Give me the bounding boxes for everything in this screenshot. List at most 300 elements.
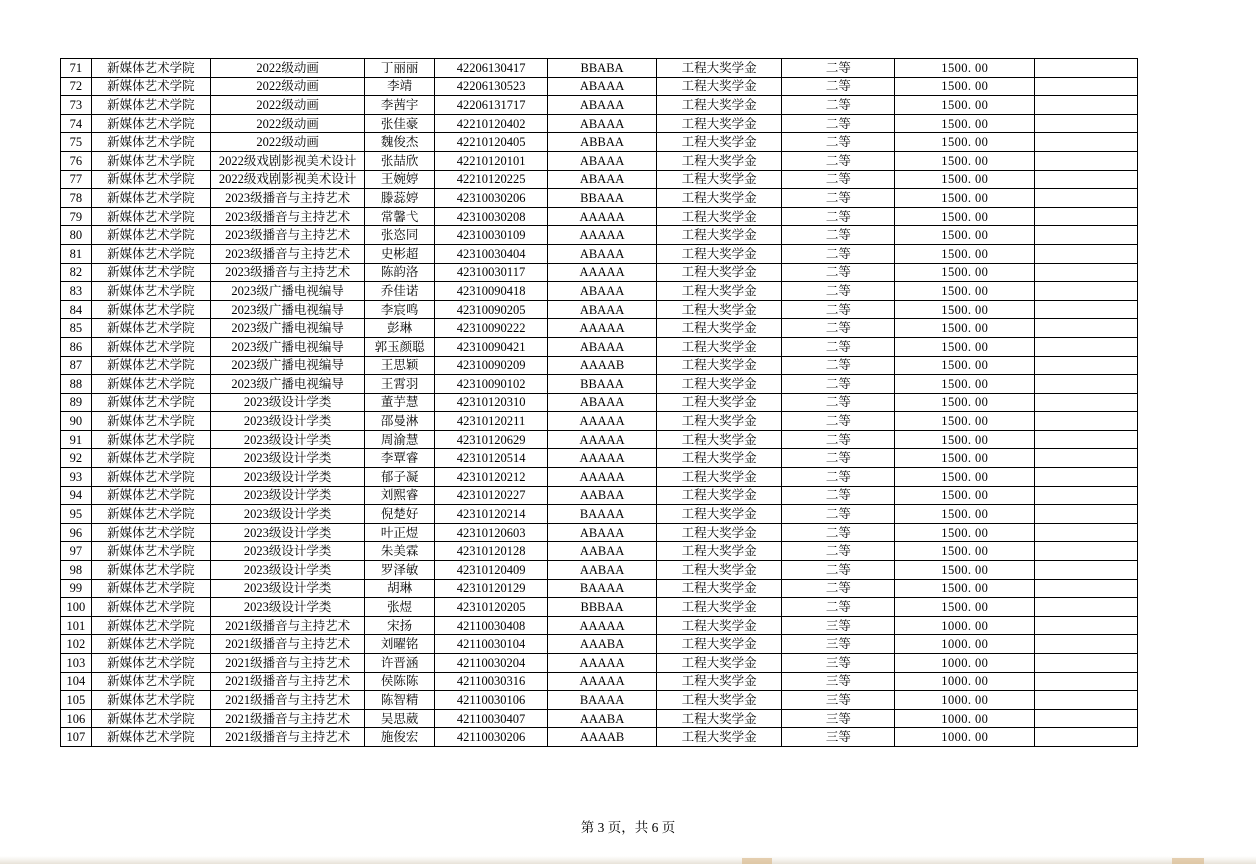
table-row: [61, 244, 1138, 263]
cell-college: 新媒体艺术学院: [91, 654, 210, 673]
cell-student-id: 42310090209: [435, 356, 548, 375]
cell-college: 新媒体艺术学院: [91, 709, 210, 728]
cell-scholarship: 工程大奖学金: [657, 523, 782, 542]
cell-level: 二等: [782, 598, 895, 617]
cell-college: 新媒体艺术学院: [91, 244, 210, 263]
table-row: [61, 300, 1138, 319]
cell-name: 王霄羽: [365, 375, 435, 394]
cell-no: 107: [61, 728, 92, 747]
cell-college: 新媒体艺术学院: [91, 356, 210, 375]
cell-scholarship: 工程大奖学金: [657, 282, 782, 301]
page-footer: 第 3 页，共 6 页: [580, 820, 676, 835]
cell-scholarship: 工程大奖学金: [657, 561, 782, 580]
cell-college: 新媒体艺术学院: [91, 542, 210, 561]
cell-grade: AAABA: [548, 709, 657, 728]
cell-no: 100: [61, 598, 92, 617]
cell-note: [1035, 728, 1138, 747]
cell-grade: AAABA: [548, 635, 657, 654]
cell-no: 87: [61, 356, 92, 375]
cell-class: 2021级播音与主持艺术: [211, 709, 365, 728]
cell-college: 新媒体艺术学院: [91, 114, 210, 133]
cell-student-id: 42310120310: [435, 393, 548, 412]
cell-class: 2023级广播电视编导: [211, 282, 365, 301]
cell-student-id: 42310090222: [435, 319, 548, 338]
cell-amount: 1500. 00: [895, 505, 1035, 524]
cell-grade: ABAAA: [548, 114, 657, 133]
cell-class: 2023级设计学类: [211, 542, 365, 561]
cell-college: 新媒体艺术学院: [91, 282, 210, 301]
cell-amount: 1500. 00: [895, 319, 1035, 338]
cell-student-id: 42310090102: [435, 375, 548, 394]
cell-college: 新媒体艺术学院: [91, 430, 210, 449]
cell-grade: BAAAA: [548, 579, 657, 598]
cell-note: [1035, 207, 1138, 226]
cell-level: 二等: [782, 468, 895, 487]
cell-level: 二等: [782, 542, 895, 561]
cell-note: [1035, 412, 1138, 431]
cell-scholarship: 工程大奖学金: [657, 244, 782, 263]
cell-college: 新媒体艺术学院: [91, 96, 210, 115]
cell-grade: AAAAA: [548, 263, 657, 282]
cell-level: 二等: [782, 375, 895, 394]
cell-level: 二等: [782, 151, 895, 170]
cell-college: 新媒体艺术学院: [91, 691, 210, 710]
cell-note: [1035, 282, 1138, 301]
cell-class: 2021级播音与主持艺术: [211, 728, 365, 747]
cell-amount: 1000. 00: [895, 672, 1035, 691]
cell-note: [1035, 96, 1138, 115]
cell-college: 新媒体艺术学院: [91, 263, 210, 282]
cell-note: [1035, 523, 1138, 542]
cell-grade: AAAAB: [548, 728, 657, 747]
cell-amount: 1500. 00: [895, 114, 1035, 133]
cell-name: 吴思葳: [365, 709, 435, 728]
cell-no: 91: [61, 430, 92, 449]
cell-student-id: 42310120211: [435, 412, 548, 431]
cell-note: [1035, 468, 1138, 487]
cell-scholarship: 工程大奖学金: [657, 77, 782, 96]
cell-student-id: 42110030316: [435, 672, 548, 691]
cell-grade: ABAAA: [548, 337, 657, 356]
cell-note: [1035, 170, 1138, 189]
cell-scholarship: 工程大奖学金: [657, 263, 782, 282]
cell-class: 2023级设计学类: [211, 449, 365, 468]
cell-note: [1035, 486, 1138, 505]
cell-level: 二等: [782, 226, 895, 245]
cell-amount: 1500. 00: [895, 133, 1035, 152]
cell-class: 2023级广播电视编导: [211, 319, 365, 338]
cell-level: 二等: [782, 244, 895, 263]
cell-name: 张煜: [365, 598, 435, 617]
cell-grade: AAAAA: [548, 412, 657, 431]
cell-amount: 1500. 00: [895, 300, 1035, 319]
cell-amount: 1500. 00: [895, 207, 1035, 226]
cell-class: 2023级广播电视编导: [211, 300, 365, 319]
table-row: [61, 616, 1138, 635]
cell-note: [1035, 263, 1138, 282]
cell-class: 2023级设计学类: [211, 393, 365, 412]
cell-amount: 1500. 00: [895, 542, 1035, 561]
cell-no: 82: [61, 263, 92, 282]
cell-name: 邵曼淋: [365, 412, 435, 431]
cell-name: 张佳豪: [365, 114, 435, 133]
cell-amount: 1000. 00: [895, 709, 1035, 728]
cell-amount: 1500. 00: [895, 244, 1035, 263]
table-row: [61, 412, 1138, 431]
cell-level: 三等: [782, 709, 895, 728]
cell-scholarship: 工程大奖学金: [657, 449, 782, 468]
cell-class: 2023级播音与主持艺术: [211, 226, 365, 245]
cell-name: 王婉婷: [365, 170, 435, 189]
cell-grade: ABAAA: [548, 244, 657, 263]
cell-note: [1035, 226, 1138, 245]
cell-no: 95: [61, 505, 92, 524]
cell-name: 许晋涵: [365, 654, 435, 673]
cell-amount: 1500. 00: [895, 523, 1035, 542]
cell-no: 90: [61, 412, 92, 431]
cell-amount: 1500. 00: [895, 561, 1035, 580]
page-edge-shadow: [0, 856, 1256, 864]
table-row: [61, 672, 1138, 691]
cell-name: 宋扬: [365, 616, 435, 635]
cell-student-id: 42110030104: [435, 635, 548, 654]
table-row: [61, 356, 1138, 375]
cell-note: [1035, 319, 1138, 338]
cell-scholarship: 工程大奖学金: [657, 598, 782, 617]
cell-amount: 1500. 00: [895, 189, 1035, 208]
cell-scholarship: 工程大奖学金: [657, 226, 782, 245]
table-row: [61, 598, 1138, 617]
table-row: [61, 523, 1138, 542]
cell-level: 三等: [782, 616, 895, 635]
cell-student-id: 42310120629: [435, 430, 548, 449]
cell-note: [1035, 337, 1138, 356]
cell-college: 新媒体艺术学院: [91, 319, 210, 338]
cell-grade: ABAAA: [548, 96, 657, 115]
table-row: [61, 449, 1138, 468]
cell-amount: 1000. 00: [895, 691, 1035, 710]
cell-name: 王思颖: [365, 356, 435, 375]
cell-college: 新媒体艺术学院: [91, 672, 210, 691]
cell-college: 新媒体艺术学院: [91, 300, 210, 319]
cell-student-id: 42310120514: [435, 449, 548, 468]
cell-scholarship: 工程大奖学金: [657, 728, 782, 747]
cell-class: 2022级动画: [211, 59, 365, 78]
cell-note: [1035, 449, 1138, 468]
cell-level: 二等: [782, 207, 895, 226]
table-row: [61, 282, 1138, 301]
cell-student-id: 42206130417: [435, 59, 548, 78]
cell-scholarship: 工程大奖学金: [657, 356, 782, 375]
cell-scholarship: 工程大奖学金: [657, 133, 782, 152]
cell-name: 朱美霖: [365, 542, 435, 561]
cell-scholarship: 工程大奖学金: [657, 486, 782, 505]
cell-scholarship: 工程大奖学金: [657, 337, 782, 356]
cell-class: 2022级动画: [211, 114, 365, 133]
cell-scholarship: 工程大奖学金: [657, 96, 782, 115]
cell-level: 二等: [782, 523, 895, 542]
cell-student-id: 42210120405: [435, 133, 548, 152]
cell-amount: 1500. 00: [895, 337, 1035, 356]
cell-scholarship: 工程大奖学金: [657, 672, 782, 691]
cell-no: 89: [61, 393, 92, 412]
cell-student-id: 42310030206: [435, 189, 548, 208]
cell-note: [1035, 672, 1138, 691]
cell-amount: 1500. 00: [895, 282, 1035, 301]
cell-no: 76: [61, 151, 92, 170]
cell-amount: 1500. 00: [895, 393, 1035, 412]
cell-no: 93: [61, 468, 92, 487]
cell-student-id: 42310120205: [435, 598, 548, 617]
cell-no: 103: [61, 654, 92, 673]
cell-college: 新媒体艺术学院: [91, 77, 210, 96]
table-body: [61, 59, 1138, 747]
cell-college: 新媒体艺术学院: [91, 486, 210, 505]
cell-note: [1035, 635, 1138, 654]
cell-grade: ABBAA: [548, 133, 657, 152]
cell-no: 106: [61, 709, 92, 728]
table-row: [61, 59, 1138, 78]
cell-level: 二等: [782, 393, 895, 412]
cell-level: 三等: [782, 728, 895, 747]
cell-amount: 1500. 00: [895, 449, 1035, 468]
cell-class: 2021级播音与主持艺术: [211, 616, 365, 635]
table-row: [61, 114, 1138, 133]
cell-note: [1035, 151, 1138, 170]
cell-no: 73: [61, 96, 92, 115]
cell-name: 李靖: [365, 77, 435, 96]
cell-no: 102: [61, 635, 92, 654]
cell-note: [1035, 393, 1138, 412]
cell-college: 新媒体艺术学院: [91, 207, 210, 226]
scholarship-table: [60, 58, 1138, 747]
cell-level: 二等: [782, 189, 895, 208]
cell-no: 78: [61, 189, 92, 208]
cell-note: [1035, 300, 1138, 319]
cell-amount: 1000. 00: [895, 654, 1035, 673]
table-row: [61, 319, 1138, 338]
cell-amount: 1500. 00: [895, 96, 1035, 115]
cell-amount: 1500. 00: [895, 59, 1035, 78]
cell-grade: AAAAA: [548, 672, 657, 691]
cell-student-id: 42110030106: [435, 691, 548, 710]
cell-grade: ABAAA: [548, 282, 657, 301]
cell-grade: AAAAA: [548, 430, 657, 449]
cell-scholarship: 工程大奖学金: [657, 393, 782, 412]
cell-student-id: 42310030404: [435, 244, 548, 263]
cell-no: 80: [61, 226, 92, 245]
cell-amount: 1500. 00: [895, 468, 1035, 487]
cell-class: 2023级播音与主持艺术: [211, 189, 365, 208]
cell-scholarship: 工程大奖学金: [657, 579, 782, 598]
table-row: [61, 579, 1138, 598]
table-row: [61, 505, 1138, 524]
cell-grade: BAAAA: [548, 505, 657, 524]
cell-name: 张恣同: [365, 226, 435, 245]
cell-name: 陈韵洛: [365, 263, 435, 282]
cell-class: 2023级设计学类: [211, 505, 365, 524]
cell-note: [1035, 189, 1138, 208]
cell-grade: AABAA: [548, 542, 657, 561]
cell-level: 二等: [782, 579, 895, 598]
cell-scholarship: 工程大奖学金: [657, 468, 782, 487]
page-edge-tab-left: [742, 858, 772, 864]
cell-student-id: 42310120603: [435, 523, 548, 542]
cell-name: 周渝慧: [365, 430, 435, 449]
cell-note: [1035, 430, 1138, 449]
cell-grade: AAAAA: [548, 207, 657, 226]
cell-name: 叶正煜: [365, 523, 435, 542]
cell-level: 二等: [782, 449, 895, 468]
cell-no: 85: [61, 319, 92, 338]
cell-note: [1035, 709, 1138, 728]
cell-no: 105: [61, 691, 92, 710]
cell-no: 98: [61, 561, 92, 580]
cell-college: 新媒体艺术学院: [91, 375, 210, 394]
cell-student-id: 42210120225: [435, 170, 548, 189]
cell-college: 新媒体艺术学院: [91, 337, 210, 356]
cell-grade: AABAA: [548, 561, 657, 580]
cell-college: 新媒体艺术学院: [91, 523, 210, 542]
cell-name: 乔佳诺: [365, 282, 435, 301]
cell-no: 92: [61, 449, 92, 468]
cell-class: 2023级设计学类: [211, 561, 365, 580]
cell-student-id: 42310120409: [435, 561, 548, 580]
cell-no: 86: [61, 337, 92, 356]
scholarship-table-container: [60, 58, 1138, 747]
cell-student-id: 42310030117: [435, 263, 548, 282]
cell-class: 2023级设计学类: [211, 486, 365, 505]
cell-level: 二等: [782, 430, 895, 449]
cell-note: [1035, 133, 1138, 152]
table-row: [61, 207, 1138, 226]
cell-class: 2023级播音与主持艺术: [211, 244, 365, 263]
cell-college: 新媒体艺术学院: [91, 226, 210, 245]
cell-class: 2022级动画: [211, 77, 365, 96]
cell-student-id: 42310030109: [435, 226, 548, 245]
cell-no: 99: [61, 579, 92, 598]
cell-class: 2023级设计学类: [211, 579, 365, 598]
cell-scholarship: 工程大奖学金: [657, 300, 782, 319]
cell-college: 新媒体艺术学院: [91, 170, 210, 189]
cell-college: 新媒体艺术学院: [91, 151, 210, 170]
table-row: [61, 170, 1138, 189]
cell-scholarship: 工程大奖学金: [657, 375, 782, 394]
cell-note: [1035, 114, 1138, 133]
cell-class: 2023级广播电视编导: [211, 356, 365, 375]
table-row: [61, 542, 1138, 561]
table-row: [61, 393, 1138, 412]
table-row: [61, 226, 1138, 245]
cell-note: [1035, 375, 1138, 394]
cell-college: 新媒体艺术学院: [91, 598, 210, 617]
cell-level: 二等: [782, 505, 895, 524]
table-row: [61, 561, 1138, 580]
cell-name: 刘曜铭: [365, 635, 435, 654]
cell-scholarship: 工程大奖学金: [657, 189, 782, 208]
cell-student-id: 42110030204: [435, 654, 548, 673]
cell-scholarship: 工程大奖学金: [657, 430, 782, 449]
cell-class: 2023级设计学类: [211, 598, 365, 617]
cell-student-id: 42110030206: [435, 728, 548, 747]
cell-college: 新媒体艺术学院: [91, 561, 210, 580]
cell-no: 97: [61, 542, 92, 561]
cell-grade: BBAAA: [548, 189, 657, 208]
cell-grade: AAAAA: [548, 319, 657, 338]
table-row: [61, 337, 1138, 356]
cell-no: 79: [61, 207, 92, 226]
cell-name: 施俊宏: [365, 728, 435, 747]
cell-name: 倪楚好: [365, 505, 435, 524]
cell-name: 陈智精: [365, 691, 435, 710]
table-row: [61, 468, 1138, 487]
cell-grade: BAAAA: [548, 691, 657, 710]
cell-no: 77: [61, 170, 92, 189]
cell-name: 常馨弋: [365, 207, 435, 226]
cell-grade: ABAAA: [548, 393, 657, 412]
cell-class: 2023级设计学类: [211, 430, 365, 449]
table-row: [61, 133, 1138, 152]
cell-scholarship: 工程大奖学金: [657, 542, 782, 561]
cell-no: 84: [61, 300, 92, 319]
cell-student-id: 42210120402: [435, 114, 548, 133]
cell-class: 2021级播音与主持艺术: [211, 691, 365, 710]
cell-student-id: 42310120128: [435, 542, 548, 561]
table-row: [61, 375, 1138, 394]
cell-grade: AABAA: [548, 486, 657, 505]
cell-college: 新媒体艺术学院: [91, 728, 210, 747]
cell-scholarship: 工程大奖学金: [657, 709, 782, 728]
cell-student-id: 42310120227: [435, 486, 548, 505]
cell-college: 新媒体艺术学院: [91, 133, 210, 152]
cell-scholarship: 工程大奖学金: [657, 412, 782, 431]
cell-college: 新媒体艺术学院: [91, 189, 210, 208]
cell-amount: 1500. 00: [895, 77, 1035, 96]
table-row: [61, 77, 1138, 96]
cell-note: [1035, 244, 1138, 263]
cell-class: 2021级播音与主持艺术: [211, 635, 365, 654]
cell-college: 新媒体艺术学院: [91, 616, 210, 635]
cell-amount: 1500. 00: [895, 598, 1035, 617]
cell-name: 彭琳: [365, 319, 435, 338]
cell-amount: 1500. 00: [895, 170, 1035, 189]
cell-scholarship: 工程大奖学金: [657, 151, 782, 170]
cell-name: 胡琳: [365, 579, 435, 598]
cell-note: [1035, 579, 1138, 598]
cell-note: [1035, 691, 1138, 710]
cell-note: [1035, 77, 1138, 96]
cell-grade: AAAAA: [548, 654, 657, 673]
cell-scholarship: 工程大奖学金: [657, 59, 782, 78]
cell-level: 二等: [782, 282, 895, 301]
cell-note: [1035, 542, 1138, 561]
cell-class: 2023级设计学类: [211, 412, 365, 431]
table-row: [61, 709, 1138, 728]
cell-level: 二等: [782, 170, 895, 189]
cell-level: 二等: [782, 561, 895, 580]
cell-amount: 1500. 00: [895, 226, 1035, 245]
cell-scholarship: 工程大奖学金: [657, 505, 782, 524]
cell-student-id: 42310030208: [435, 207, 548, 226]
table-row: [61, 151, 1138, 170]
cell-level: 二等: [782, 300, 895, 319]
cell-college: 新媒体艺术学院: [91, 59, 210, 78]
cell-class: 2023级播音与主持艺术: [211, 263, 365, 282]
cell-amount: 1000. 00: [895, 616, 1035, 635]
cell-college: 新媒体艺术学院: [91, 505, 210, 524]
cell-grade: AAAAA: [548, 616, 657, 635]
cell-student-id: 42310090421: [435, 337, 548, 356]
